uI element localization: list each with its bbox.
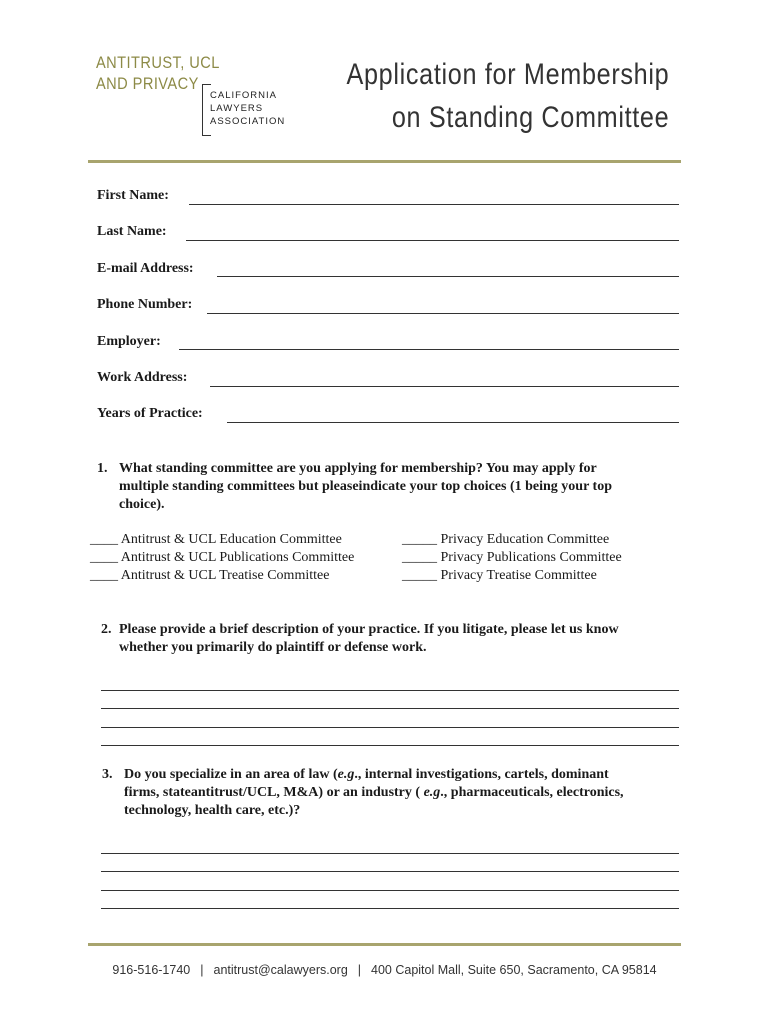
last-name-field[interactable] bbox=[186, 240, 679, 241]
title-line2: on Standing Committee bbox=[391, 101, 669, 134]
section-name-line1: ANTITRUST, UCL bbox=[96, 53, 220, 72]
email-label: E-mail Address: bbox=[97, 261, 194, 276]
option-privacy-publications[interactable]: _____ Privacy Publications Committee bbox=[402, 550, 622, 565]
question-1-text bbox=[119, 460, 679, 514]
employer-label: Employer: bbox=[97, 334, 161, 349]
option-antitrust-treatise[interactable]: ____ Antitrust & UCL Treatise Committee bbox=[90, 568, 330, 583]
question-3-line3: technology, health care, etc.)? bbox=[124, 803, 301, 818]
option-privacy-treatise[interactable]: _____ Privacy Treatise Committee bbox=[402, 568, 597, 583]
last-name-label: Last Name: bbox=[97, 224, 167, 239]
question-2-line1: Please provide a brief description of your practice. If you litigate, please let us know bbox=[119, 622, 619, 637]
answer-3-line[interactable] bbox=[101, 853, 679, 854]
title-line1: Application for Membership bbox=[346, 58, 669, 91]
question-3-line1 bbox=[124, 766, 684, 784]
phone-field[interactable] bbox=[207, 313, 679, 314]
org-logo bbox=[210, 89, 285, 128]
question-3-eg-1: e.g bbox=[337, 767, 355, 782]
email-field[interactable] bbox=[217, 276, 679, 277]
work-address-field[interactable] bbox=[210, 386, 679, 387]
answer-2-line[interactable] bbox=[101, 690, 679, 691]
question-3-line2-a: firms, stateantitrust/UCL, M&A) or an industry ( bbox=[124, 785, 424, 800]
years-of-practice-field[interactable] bbox=[227, 422, 679, 423]
answer-3-line[interactable] bbox=[101, 908, 679, 909]
question-1-line3: choice). bbox=[119, 497, 165, 512]
question-1-number: 1. bbox=[97, 461, 108, 476]
answer-2-line[interactable] bbox=[101, 727, 679, 728]
employer-field[interactable] bbox=[179, 349, 679, 350]
committee-options-left bbox=[90, 531, 354, 585]
question-2-text bbox=[119, 621, 684, 657]
footer-separator: | bbox=[200, 963, 204, 977]
option-privacy-education[interactable]: _____ Privacy Education Committee bbox=[402, 532, 610, 547]
option-antitrust-publications[interactable]: ____ Antitrust & UCL Publications Committee bbox=[90, 550, 355, 565]
question-3-line1-b: ., internal investigations, cartels, dominant bbox=[354, 767, 609, 782]
footer-contact bbox=[88, 963, 681, 977]
question-3-line2-b: ., pharmaceuticals, electronics, bbox=[440, 785, 624, 800]
phone-label: Phone Number: bbox=[97, 297, 193, 312]
question-3-text bbox=[124, 766, 684, 820]
question-2-line2: whether you primarily do plaintiff or defense work. bbox=[119, 640, 427, 655]
first-name-field[interactable] bbox=[189, 204, 679, 205]
question-3-eg-2: e.g bbox=[423, 785, 441, 800]
section-name-line2: AND PRIVACY bbox=[96, 74, 199, 93]
org-line1: CALIFORNIA bbox=[210, 90, 278, 101]
answer-3-line[interactable] bbox=[101, 890, 679, 891]
question-3-line1-a: Do you specialize in an area of law ( bbox=[124, 767, 338, 782]
question-2-number: 2. bbox=[101, 622, 112, 637]
question-1-line1: What standing committee are you applying for membership? You may apply for bbox=[119, 461, 597, 476]
org-line3: ASSOCIATION bbox=[210, 116, 286, 127]
header-rule bbox=[88, 160, 681, 163]
question-3-number: 3. bbox=[102, 767, 113, 782]
footer-phone: 916-516-1740 bbox=[112, 963, 191, 977]
footer-email[interactable]: antitrust@calawyers.org bbox=[213, 963, 348, 977]
work-address-label: Work Address: bbox=[97, 370, 188, 385]
footer-rule bbox=[88, 943, 681, 946]
footer-address: 400 Capitol Mall, Suite 650, Sacramento, CA 95814 bbox=[371, 963, 657, 977]
committee-options-right bbox=[402, 531, 622, 585]
years-of-practice-label: Years of Practice: bbox=[97, 406, 203, 421]
answer-2-line[interactable] bbox=[101, 708, 679, 709]
answer-2-line[interactable] bbox=[101, 745, 679, 746]
answer-3-line[interactable] bbox=[101, 871, 679, 872]
option-antitrust-education[interactable]: ____ Antitrust & UCL Education Committee bbox=[90, 532, 342, 547]
first-name-label: First Name: bbox=[97, 188, 169, 203]
question-1-line2: multiple standing committees but pleaseindicate your top choices (1 being your top bbox=[119, 479, 612, 494]
question-3-line2 bbox=[124, 784, 684, 802]
page-title bbox=[346, 53, 669, 139]
org-line2: LAWYERS bbox=[210, 103, 264, 114]
footer-separator: | bbox=[357, 963, 362, 977]
